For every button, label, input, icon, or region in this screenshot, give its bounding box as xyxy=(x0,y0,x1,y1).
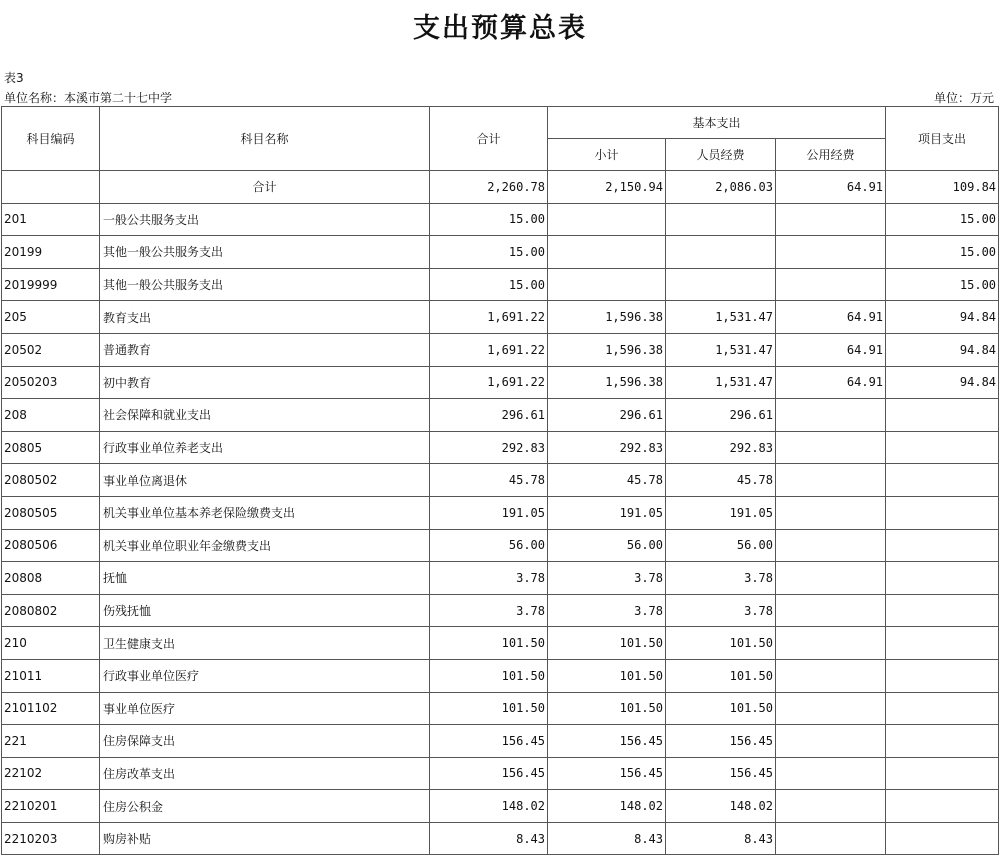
table-row xyxy=(2,399,999,432)
cell-subtotal: 156.45 xyxy=(548,725,666,758)
cell-public xyxy=(776,757,886,790)
cell-total: 296.61 xyxy=(430,399,548,432)
table-row xyxy=(2,268,999,301)
table-row xyxy=(2,659,999,692)
cell-code: 2080502 xyxy=(2,464,100,497)
cell-code: 2019999 xyxy=(2,268,100,301)
cell-name: 伤残抚恤 xyxy=(100,594,430,627)
cell-code: 2080506 xyxy=(2,529,100,562)
cell-total: 1,691.22 xyxy=(430,366,548,399)
cell-total: 1,691.22 xyxy=(430,333,548,366)
cell-public xyxy=(776,790,886,823)
cell-name: 其他一般公共服务支出 xyxy=(100,236,430,269)
cell-code: 20199 xyxy=(2,236,100,269)
cell-personnel: 101.50 xyxy=(666,692,776,725)
cell-personnel: 56.00 xyxy=(666,529,776,562)
cell-public: 64.91 xyxy=(776,366,886,399)
cell-total: 148.02 xyxy=(430,790,548,823)
cell-name: 普通教育 xyxy=(100,333,430,366)
cell-total: 191.05 xyxy=(430,496,548,529)
cell-public xyxy=(776,692,886,725)
table-row xyxy=(2,562,999,595)
cell-public xyxy=(776,529,886,562)
cell-subtotal xyxy=(548,236,666,269)
cell-public xyxy=(776,659,886,692)
cell-public xyxy=(776,268,886,301)
cell-code: 2080505 xyxy=(2,496,100,529)
cell-subtotal: 1,596.38 xyxy=(548,366,666,399)
table-row xyxy=(2,203,999,236)
cell-project xyxy=(886,725,999,758)
cell-project: 15.00 xyxy=(886,203,999,236)
cell-public xyxy=(776,627,886,660)
cell-personnel xyxy=(666,236,776,269)
cell-code: 20808 xyxy=(2,562,100,595)
cell-code: 2050203 xyxy=(2,366,100,399)
cell-project: 94.84 xyxy=(886,333,999,366)
cell-name: 抚恤 xyxy=(100,562,430,595)
cell-total: 292.83 xyxy=(430,431,548,464)
page-title: 支出预算总表 xyxy=(413,13,587,44)
cell-name: 事业单位离退休 xyxy=(100,464,430,497)
cell-project: 94.84 xyxy=(886,366,999,399)
cell-subtotal: 148.02 xyxy=(548,790,666,823)
cell-total: 8.43 xyxy=(430,822,548,855)
cell-code: 221 xyxy=(2,725,100,758)
header-basic: 基本支出 xyxy=(548,107,886,139)
cell-name: 社会保障和就业支出 xyxy=(100,399,430,432)
cell-code: 2101102 xyxy=(2,692,100,725)
cell-project xyxy=(886,562,999,595)
cell-public xyxy=(776,496,886,529)
total-row-code xyxy=(2,171,100,204)
cell-project xyxy=(886,790,999,823)
cell-name: 教育支出 xyxy=(100,301,430,334)
header-code: 科目编码 xyxy=(2,107,100,171)
cell-subtotal: 292.83 xyxy=(548,431,666,464)
total-row-subtotal: 2,150.94 xyxy=(548,171,666,204)
cell-total: 101.50 xyxy=(430,627,548,660)
cell-name: 购房补贴 xyxy=(100,822,430,855)
total-row-label: 合计 xyxy=(100,171,430,204)
cell-total: 15.00 xyxy=(430,236,548,269)
cell-personnel: 296.61 xyxy=(666,399,776,432)
table-row xyxy=(2,529,999,562)
cell-project: 15.00 xyxy=(886,268,999,301)
cell-subtotal: 101.50 xyxy=(548,692,666,725)
cell-total: 101.50 xyxy=(430,659,548,692)
table-row xyxy=(2,301,999,334)
cell-public xyxy=(776,431,886,464)
cell-name: 一般公共服务支出 xyxy=(100,203,430,236)
table-row xyxy=(2,757,999,790)
cell-project xyxy=(886,431,999,464)
cell-name: 住房保障支出 xyxy=(100,725,430,758)
header-project: 项目支出 xyxy=(886,107,999,171)
cell-project xyxy=(886,464,999,497)
cell-project xyxy=(886,659,999,692)
cell-subtotal: 56.00 xyxy=(548,529,666,562)
cell-personnel: 101.50 xyxy=(666,659,776,692)
cell-subtotal: 1,596.38 xyxy=(548,301,666,334)
cell-subtotal: 1,596.38 xyxy=(548,333,666,366)
cell-code: 20805 xyxy=(2,431,100,464)
cell-total: 56.00 xyxy=(430,529,548,562)
cell-personnel: 1,531.47 xyxy=(666,366,776,399)
total-row-public: 64.91 xyxy=(776,171,886,204)
cell-personnel: 1,531.47 xyxy=(666,333,776,366)
cell-public xyxy=(776,464,886,497)
cell-personnel: 156.45 xyxy=(666,757,776,790)
cell-total: 3.78 xyxy=(430,562,548,595)
cell-personnel: 156.45 xyxy=(666,725,776,758)
total-row-personnel: 2,086.03 xyxy=(666,171,776,204)
table-row xyxy=(2,725,999,758)
cell-code: 22102 xyxy=(2,757,100,790)
header-subtotal: 小计 xyxy=(548,139,666,171)
cell-personnel: 101.50 xyxy=(666,627,776,660)
cell-subtotal: 191.05 xyxy=(548,496,666,529)
cell-name: 住房改革支出 xyxy=(100,757,430,790)
cell-public xyxy=(776,399,886,432)
cell-name: 行政事业单位养老支出 xyxy=(100,431,430,464)
cell-personnel: 292.83 xyxy=(666,431,776,464)
cell-subtotal: 8.43 xyxy=(548,822,666,855)
cell-subtotal xyxy=(548,203,666,236)
cell-project xyxy=(886,529,999,562)
cell-public xyxy=(776,725,886,758)
cell-code: 210 xyxy=(2,627,100,660)
table-row xyxy=(2,366,999,399)
header-personnel: 人员经费 xyxy=(666,139,776,171)
cell-name: 住房公积金 xyxy=(100,790,430,823)
cell-personnel: 3.78 xyxy=(666,562,776,595)
header-public: 公用经费 xyxy=(776,139,886,171)
cell-name: 卫生健康支出 xyxy=(100,627,430,660)
cell-public xyxy=(776,203,886,236)
header-total: 合计 xyxy=(430,107,548,171)
cell-personnel: 8.43 xyxy=(666,822,776,855)
cell-total: 1,691.22 xyxy=(430,301,548,334)
cell-subtotal xyxy=(548,268,666,301)
cell-public xyxy=(776,236,886,269)
cell-total: 15.00 xyxy=(430,268,548,301)
cell-name: 事业单位医疗 xyxy=(100,692,430,725)
cell-project xyxy=(886,627,999,660)
table-row xyxy=(2,594,999,627)
cell-total: 101.50 xyxy=(430,692,548,725)
cell-personnel: 45.78 xyxy=(666,464,776,497)
cell-total: 45.78 xyxy=(430,464,548,497)
table-row xyxy=(2,431,999,464)
cell-code: 2210203 xyxy=(2,822,100,855)
table-row xyxy=(2,790,999,823)
table-row xyxy=(2,333,999,366)
cell-subtotal: 101.50 xyxy=(548,659,666,692)
cell-code: 2210201 xyxy=(2,790,100,823)
cell-project xyxy=(886,399,999,432)
cell-total: 15.00 xyxy=(430,203,548,236)
table-row xyxy=(2,236,999,269)
cell-name: 其他一般公共服务支出 xyxy=(100,268,430,301)
cell-public xyxy=(776,594,886,627)
cell-code: 2080802 xyxy=(2,594,100,627)
cell-name: 机关事业单位职业年金缴费支出 xyxy=(100,529,430,562)
cell-personnel: 3.78 xyxy=(666,594,776,627)
org-label: 单位名称：本溪市第二十七中学 xyxy=(4,91,173,105)
table-body xyxy=(2,171,999,855)
cell-name: 机关事业单位基本养老保险缴费支出 xyxy=(100,496,430,529)
table-row xyxy=(2,496,999,529)
cell-subtotal: 3.78 xyxy=(548,562,666,595)
cell-code: 21011 xyxy=(2,659,100,692)
cell-code: 208 xyxy=(2,399,100,432)
cell-subtotal: 45.78 xyxy=(548,464,666,497)
cell-subtotal: 3.78 xyxy=(548,594,666,627)
cell-public xyxy=(776,822,886,855)
table-header xyxy=(2,107,999,171)
total-row-project: 109.84 xyxy=(886,171,999,204)
cell-code: 201 xyxy=(2,203,100,236)
cell-project xyxy=(886,757,999,790)
cell-code: 205 xyxy=(2,301,100,334)
cell-subtotal: 156.45 xyxy=(548,757,666,790)
cell-total: 3.78 xyxy=(430,594,548,627)
cell-project: 94.84 xyxy=(886,301,999,334)
table-row xyxy=(2,627,999,660)
table-tag: 表3 xyxy=(4,71,24,85)
cell-name: 行政事业单位医疗 xyxy=(100,659,430,692)
budget-table xyxy=(1,106,999,855)
cell-project xyxy=(886,594,999,627)
cell-public: 64.91 xyxy=(776,333,886,366)
total-row-total: 2,260.78 xyxy=(430,171,548,204)
table-row xyxy=(2,464,999,497)
cell-personnel xyxy=(666,203,776,236)
cell-personnel: 1,531.47 xyxy=(666,301,776,334)
cell-personnel: 191.05 xyxy=(666,496,776,529)
cell-public: 64.91 xyxy=(776,301,886,334)
cell-public xyxy=(776,562,886,595)
table-row xyxy=(2,822,999,855)
cell-personnel: 148.02 xyxy=(666,790,776,823)
total-row xyxy=(2,171,999,204)
cell-subtotal: 296.61 xyxy=(548,399,666,432)
cell-project xyxy=(886,822,999,855)
cell-code: 20502 xyxy=(2,333,100,366)
header-name: 科目名称 xyxy=(100,107,430,171)
cell-name: 初中教育 xyxy=(100,366,430,399)
cell-project xyxy=(886,692,999,725)
cell-subtotal: 101.50 xyxy=(548,627,666,660)
unit-label: 单位：万元 xyxy=(933,91,994,105)
cell-project xyxy=(886,496,999,529)
cell-total: 156.45 xyxy=(430,757,548,790)
cell-project: 15.00 xyxy=(886,236,999,269)
cell-personnel xyxy=(666,268,776,301)
table-row xyxy=(2,692,999,725)
cell-total: 156.45 xyxy=(430,725,548,758)
